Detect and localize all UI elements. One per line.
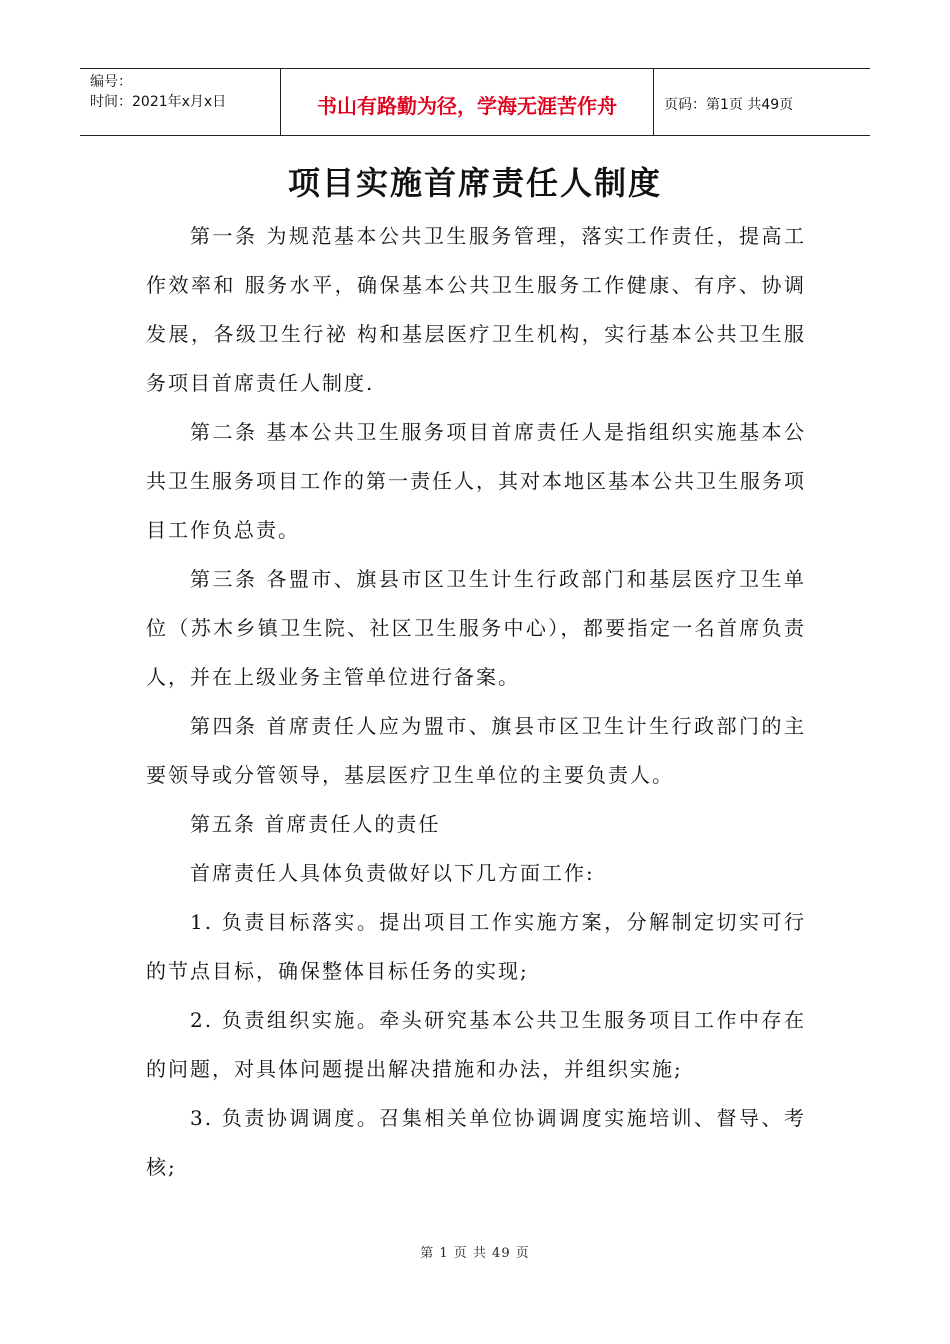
paragraph-duty-1: 1. 负责目标落实。提出项目工作实施方案，分解制定切实可行的节点目标，确保整体目标任务的实现;	[146, 910, 806, 983]
header-motto: 书山有路勤为径，学海无涯苦作舟	[281, 69, 654, 135]
document-number-label: 编号：	[90, 74, 132, 90]
paragraph-duties-intro: 首席责任人具体负责做好以下几方面工作:	[190, 861, 595, 885]
header-meta-cell	[80, 69, 281, 135]
paragraph-article-2: 第二条 基本公共卫生服务项目首席责任人是指组织实施基本公共卫生服务项目工作的第一责任人，其对本地区基本公共卫生服务项目工作负总责。	[146, 420, 806, 542]
paragraph-article-1: 第一条 为规范基本公共卫生服务管理，落实工作责任，提高工作效率和 服务水平，确保基本公共卫生服务工作健康、有序、协调发展，各级卫生行祕 构和基层医疗卫生机构，实行基本公共卫生服务项目首席责任人制度.	[146, 224, 806, 395]
document-body	[146, 212, 806, 1192]
paragraph-article-4: 第四条 首席责任人应为盟市、旗县市区卫生计生行政部门的主要领导或分管领导，基层医疗卫生单位的主要负责人。	[146, 714, 806, 787]
paragraph-article-5: 第五条 首席责任人的责任	[190, 812, 441, 836]
document-header	[80, 68, 870, 136]
header-page-info: 页码：第1页 共49页	[664, 97, 794, 113]
page-footer: 第 1 页 共 49 页	[420, 1246, 530, 1261]
document-title: 项目实施首席责任人制度	[287, 164, 662, 202]
document-date-label: 时间：2021年x月x日	[90, 94, 227, 110]
paragraph-article-3: 第三条 各盟市、旗县市区卫生计生行政部门和基层医疗卫生单位（苏木乡镇卫生院、社区卫生服务中心），都要指定一名首席负责人，并在上级业务主管单位进行备案。	[146, 567, 806, 689]
paragraph-duty-2: 2. 负责组织实施。牵头研究基本公共卫生服务项目工作中存在的问题，对具体问题提出解决措施和办法，并组织实施;	[146, 1008, 806, 1081]
paragraph-duty-3: 3. 负责协调调度。召集相关单位协调调度实施培训、督导、考核;	[146, 1106, 806, 1179]
